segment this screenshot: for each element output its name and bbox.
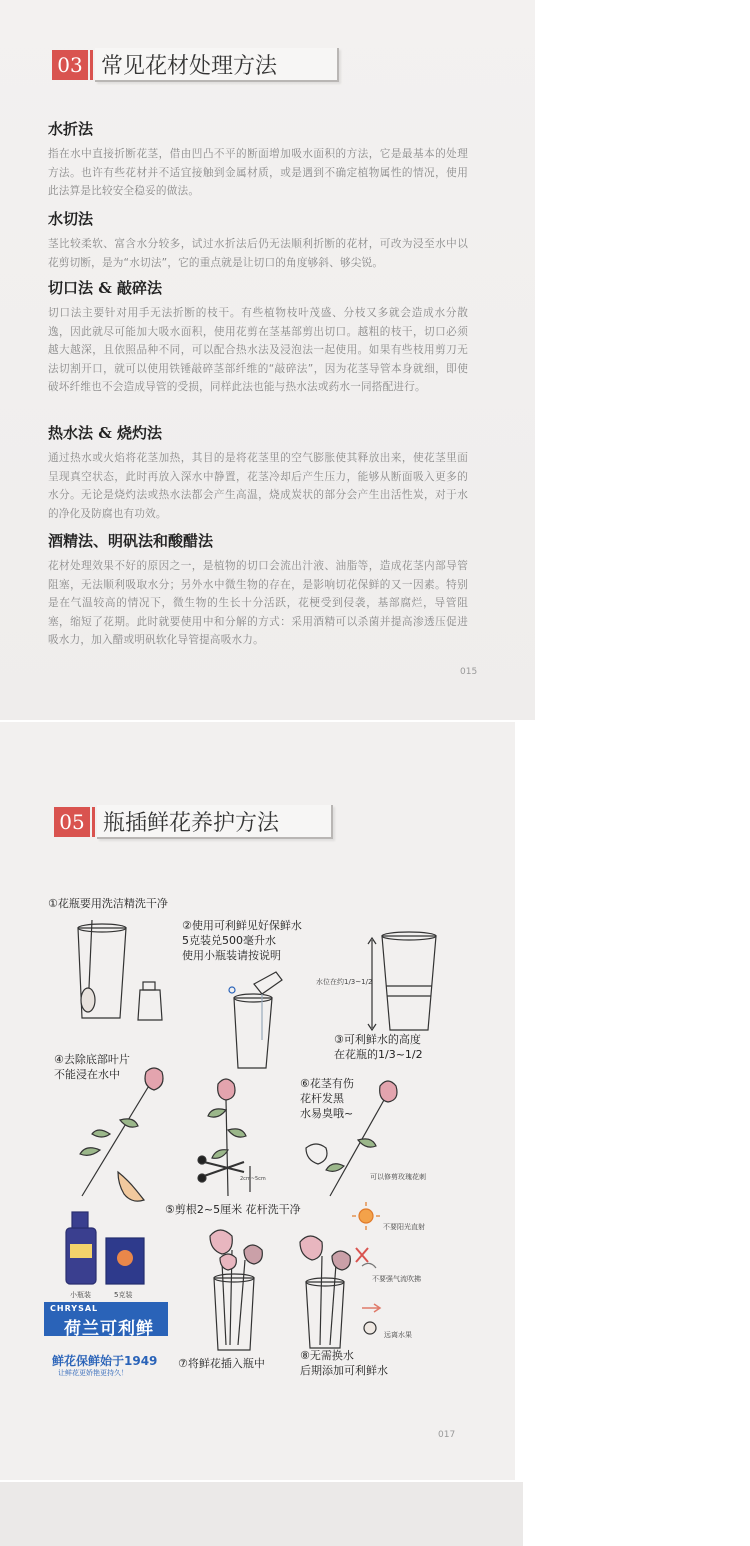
step-8-text: ⑧无需换水 后期添加可利鲜水 bbox=[300, 1349, 388, 1377]
book-page-next bbox=[0, 1482, 523, 1546]
brand-slogan: 鲜花保鲜始于1949 bbox=[52, 1354, 158, 1368]
pouring-solution-illustration bbox=[229, 972, 282, 1068]
brand-name-cn: 荷兰可利鲜 bbox=[64, 1319, 154, 1339]
section-number: 03 bbox=[52, 50, 88, 80]
washing-vase-illustration bbox=[78, 920, 162, 1020]
chrysal-banner bbox=[44, 1302, 168, 1339]
cut-length-mark: 2cm~5cm bbox=[240, 1176, 266, 1182]
fruit-icon bbox=[362, 1304, 380, 1334]
sachet-label: 5克装 bbox=[114, 1291, 133, 1299]
step-5-text: ⑤剪根2~5厘米 花杆洗干净 bbox=[165, 1203, 301, 1216]
tip-no-wind: 不要强气流吹拂 bbox=[372, 1275, 421, 1283]
maintenance-vase-illustration bbox=[300, 1236, 350, 1348]
brand-sub-slogan: 让鲜花更娇艳更持久！ bbox=[58, 1369, 128, 1377]
article-heading: 酒精法、明矾法和酸醋法 bbox=[48, 532, 214, 550]
remove-leaves-rose-illustration bbox=[80, 1068, 163, 1201]
article-heading: 热水法 & 烧灼法 bbox=[48, 424, 162, 442]
water-level-label: 水位在约1/3~1/2 bbox=[316, 978, 373, 986]
article-body: 茎比较柔软、富含水分较多，试过水折法后仍无法顺利折断的花材，可改为浸至水中以花剪切断，是为“水切法”，它的重点就是让切口的角度够斜、够尖锐。 bbox=[48, 238, 468, 269]
brand-name-en: CHRYSAL bbox=[50, 1304, 99, 1313]
step-7-text: ⑦将鲜花插入瓶中 bbox=[178, 1357, 265, 1370]
step-2-text: ②使用可利鲜见好保鲜水 5克装兑500毫升水 使用小瓶装请按说明 bbox=[182, 919, 302, 962]
tip-no-fruit: 远离水果 bbox=[384, 1331, 412, 1339]
step-4-text: ④去除底部叶片 不能浸在水中 bbox=[54, 1053, 130, 1081]
chrysal-product-illustration bbox=[66, 1212, 144, 1284]
step-1-text: ①花瓶要用洗洁精洗干净 bbox=[48, 897, 168, 910]
step-6-note: 可以修剪玫瑰花刺 bbox=[370, 1173, 426, 1181]
arranged-vase-illustration bbox=[210, 1230, 262, 1350]
trim-stem-rose-illustration bbox=[198, 1079, 250, 1196]
bottle-label: 小瓶装 bbox=[70, 1291, 91, 1299]
tip-no-sun: 不要阳光直射 bbox=[383, 1223, 425, 1231]
damaged-stem-rose-illustration bbox=[306, 1081, 397, 1196]
section-title: 瓶插鲜花养护方法 bbox=[97, 805, 333, 839]
water-level-glass-illustration bbox=[368, 932, 436, 1030]
section-number: 05 bbox=[54, 807, 90, 837]
wind-icon bbox=[356, 1248, 376, 1268]
article-heading: 水折法 bbox=[48, 120, 94, 138]
article-body: 指在水中直接折断花茎，借由凹凸不平的断面增加吸水面积的方法，它是最基本的处理方法。也许有些花材并不适宜接触到金属材质，或是遇到不确定植物属性的情况，使用此法算是比较安全稳妥的做法。 bbox=[48, 148, 468, 197]
article-body: 切口法主要针对用手无法折断的枝干。有些植物枝叶茂盛、分枝又多就会造成水分散逸，因此就尽可能加大吸水面积，使用花剪在茎基部剪出切口。越粗的枝干，切口必须越大越深，且依照品种不同，可以配合热水法及浸泡法一起使用。如果有些枝用剪刀无法切割开口，就可以使用铁锤敲碎茎部纤维的“敲碎法”，因为花茎导管本身就细，即使破坏纤维也不会造成导管的受损，同样此法也能与热水法或药水一同搭配进行。 bbox=[48, 307, 468, 393]
article-heading: 切口法 & 敲碎法 bbox=[48, 279, 162, 297]
sun-icon bbox=[352, 1202, 380, 1230]
article-body: 通过热水或火焰将花茎加热，其目的是将花茎里的空气膨胀使其释放出来，使花茎里面呈现真空状态，此时再放入深水中静置，花茎冷却后产生压力，能够从断面吸入更多的水分。无论是烧灼法或热水法都会产生高温，烧成炭状的部分会产生出活性炭，对于水的净化及防腐也有功效。 bbox=[48, 452, 468, 520]
article-heading: 水切法 bbox=[48, 210, 94, 228]
page-number: 015 bbox=[460, 667, 478, 677]
page-number: 017 bbox=[438, 1430, 456, 1440]
step-3-text: ③可利鲜水的高度 在花瓶的1/3~1/2 bbox=[334, 1033, 423, 1061]
step-6-text: ⑥花茎有伤 花杆发黑 水易臭哦~ bbox=[300, 1077, 354, 1120]
section-title: 常见花材处理方法 bbox=[95, 48, 339, 82]
article-body: 花材处理效果不好的原因之一，是植物的切口会流出汁液、油脂等，造成花茎内部导管阻塞，无法顺利吸取水分；另外水中微生物的存在，是影响切花保鲜的又一因素。特别是在气温较高的情况下，微生物的生长十分活跃，花梗受到侵袭，基部腐烂，导管阻塞，缩短了花期。此时就要使用中和分解的方式：采用酒精可以杀菌并提高渗透压促进吸水力，加入醋或明矾软化导管提高吸水力。 bbox=[48, 560, 468, 646]
